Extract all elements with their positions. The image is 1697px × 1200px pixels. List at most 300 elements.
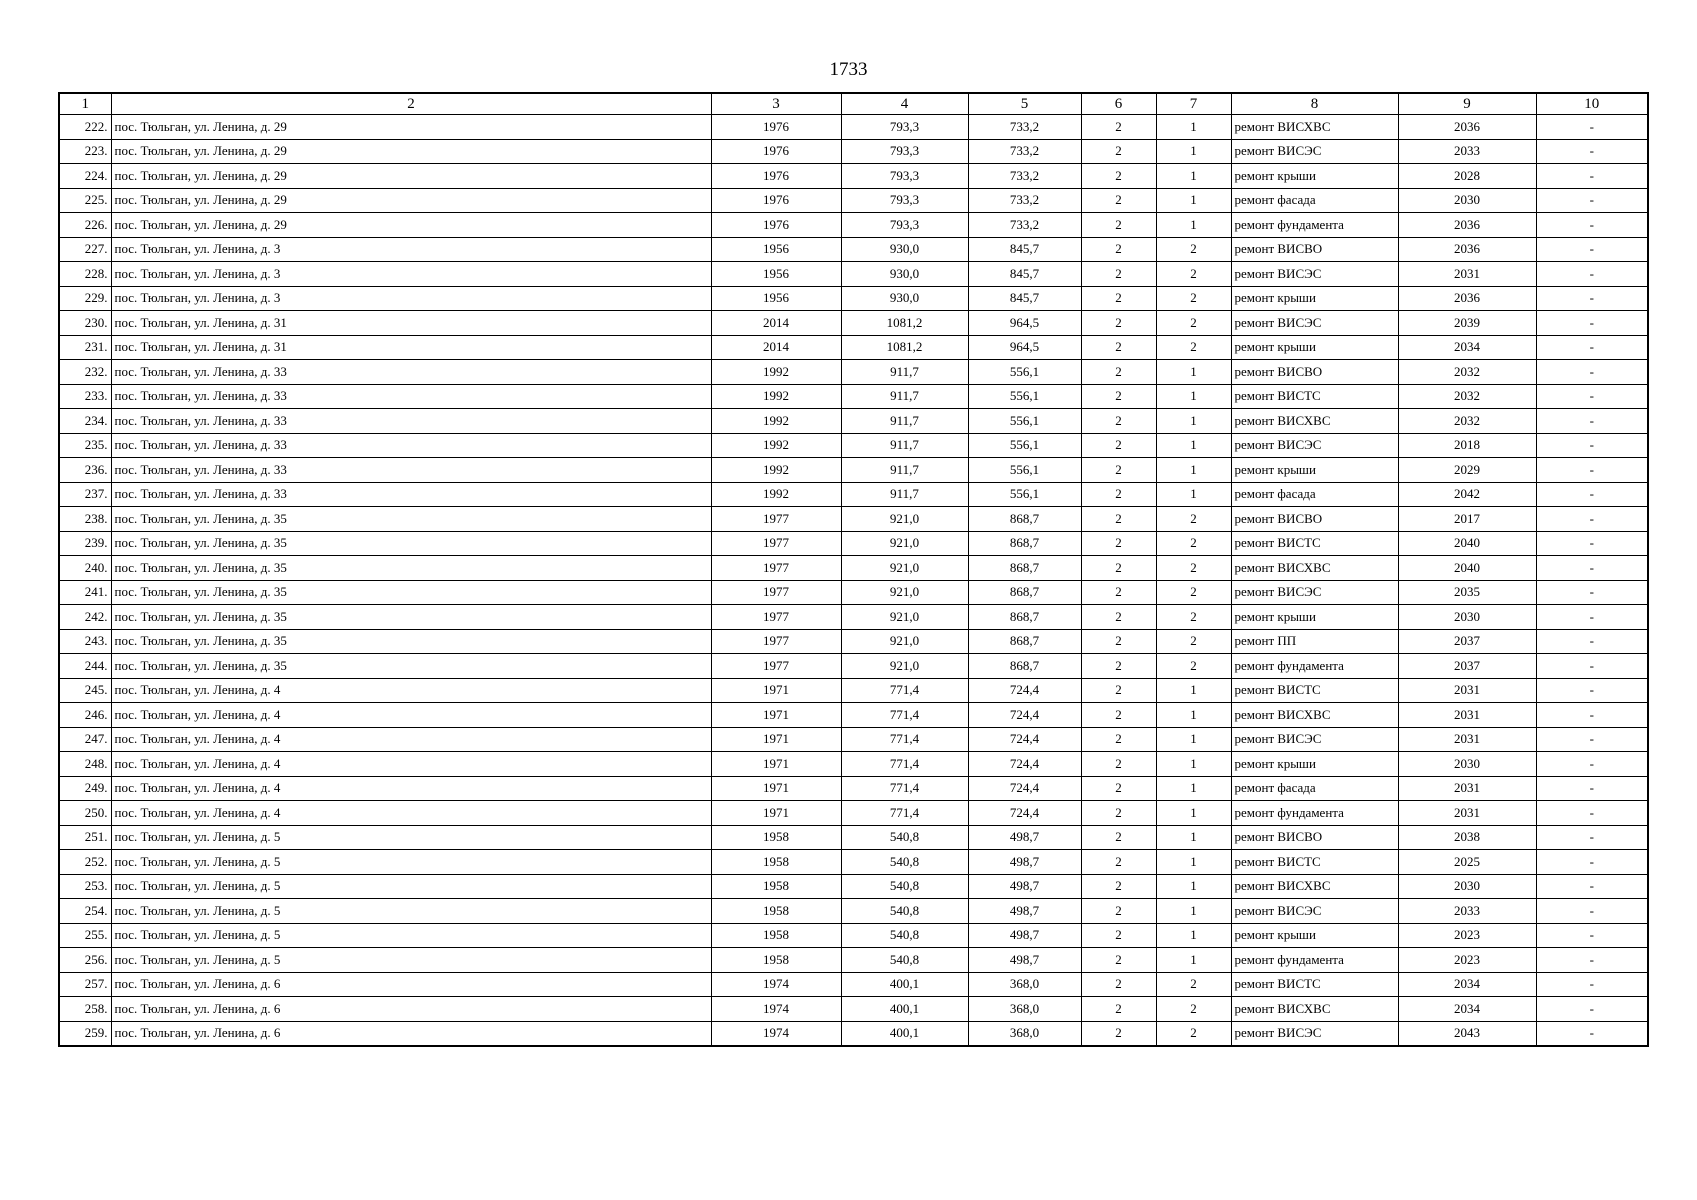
living-area-cell: 368,0 [968, 997, 1081, 1022]
table-row [59, 507, 1648, 532]
work-type-cell: ремонт ПП [1231, 629, 1398, 654]
address-cell: пос. Тюльган, ул. Ленина, д. 5 [111, 874, 711, 899]
note-cell: - [1536, 605, 1648, 630]
address-cell: пос. Тюльган, ул. Ленина, д. 5 [111, 923, 711, 948]
planned-year-cell: 2034 [1398, 997, 1536, 1022]
living-area-cell: 498,7 [968, 825, 1081, 850]
table-row [59, 458, 1648, 483]
row-number-cell: 235. [59, 433, 111, 458]
entrances-cell: 1 [1156, 188, 1231, 213]
note-cell: - [1536, 262, 1648, 287]
living-area-cell: 868,7 [968, 629, 1081, 654]
note-cell: - [1536, 360, 1648, 385]
table-row [59, 188, 1648, 213]
note-cell: - [1536, 776, 1648, 801]
work-type-cell: ремонт ВИСВО [1231, 237, 1398, 262]
entrances-cell: 2 [1156, 1021, 1231, 1046]
row-number-cell: 244. [59, 654, 111, 679]
address-cell: пос. Тюльган, ул. Ленина, д. 33 [111, 482, 711, 507]
work-type-cell: ремонт ВИСТС [1231, 972, 1398, 997]
row-number-cell: 227. [59, 237, 111, 262]
total-area-cell: 921,0 [841, 580, 968, 605]
address-cell: пос. Тюльган, ул. Ленина, д. 35 [111, 580, 711, 605]
floors-cell: 2 [1081, 311, 1156, 336]
table-row [59, 776, 1648, 801]
entrances-cell: 1 [1156, 213, 1231, 238]
entrances-cell: 1 [1156, 482, 1231, 507]
planned-year-cell: 2029 [1398, 458, 1536, 483]
address-cell: пос. Тюльган, ул. Ленина, д. 4 [111, 801, 711, 826]
planned-year-cell: 2023 [1398, 948, 1536, 973]
address-cell: пос. Тюльган, ул. Ленина, д. 4 [111, 752, 711, 777]
living-area-cell: 724,4 [968, 801, 1081, 826]
year-built-cell: 1977 [711, 605, 841, 630]
floors-cell: 2 [1081, 703, 1156, 728]
total-area-cell: 1081,2 [841, 335, 968, 360]
address-cell: пос. Тюльган, ул. Ленина, д. 33 [111, 433, 711, 458]
address-cell: пос. Тюльган, ул. Ленина, д. 33 [111, 409, 711, 434]
note-cell: - [1536, 972, 1648, 997]
work-type-cell: ремонт ВИСЭС [1231, 727, 1398, 752]
address-cell: пос. Тюльган, ул. Ленина, д. 35 [111, 629, 711, 654]
living-area-cell: 733,2 [968, 139, 1081, 164]
year-built-cell: 1958 [711, 825, 841, 850]
total-area-cell: 793,3 [841, 213, 968, 238]
row-number-cell: 230. [59, 311, 111, 336]
planned-year-cell: 2028 [1398, 164, 1536, 189]
work-type-cell: ремонт ВИСХВС [1231, 115, 1398, 140]
total-area-cell: 911,7 [841, 409, 968, 434]
total-area-cell: 771,4 [841, 727, 968, 752]
entrances-cell: 2 [1156, 580, 1231, 605]
floors-cell: 2 [1081, 115, 1156, 140]
note-cell: - [1536, 188, 1648, 213]
address-cell: пос. Тюльган, ул. Ленина, д. 33 [111, 458, 711, 483]
column-header: 6 [1081, 93, 1156, 115]
table-row [59, 115, 1648, 140]
year-built-cell: 1971 [711, 801, 841, 826]
living-area-cell: 724,4 [968, 776, 1081, 801]
floors-cell: 2 [1081, 188, 1156, 213]
year-built-cell: 1977 [711, 531, 841, 556]
table-row [59, 433, 1648, 458]
address-cell: пос. Тюльган, ул. Ленина, д. 5 [111, 948, 711, 973]
year-built-cell: 1992 [711, 433, 841, 458]
total-area-cell: 911,7 [841, 433, 968, 458]
row-number-cell: 236. [59, 458, 111, 483]
planned-year-cell: 2039 [1398, 311, 1536, 336]
total-area-cell: 540,8 [841, 948, 968, 973]
living-area-cell: 368,0 [968, 972, 1081, 997]
work-type-cell: ремонт крыши [1231, 752, 1398, 777]
total-area-cell: 771,4 [841, 801, 968, 826]
note-cell: - [1536, 948, 1648, 973]
table-row [59, 139, 1648, 164]
total-area-cell: 911,7 [841, 384, 968, 409]
living-area-cell: 733,2 [968, 188, 1081, 213]
entrances-cell: 1 [1156, 458, 1231, 483]
address-cell: пос. Тюльган, ул. Ленина, д. 29 [111, 188, 711, 213]
year-built-cell: 1992 [711, 458, 841, 483]
floors-cell: 2 [1081, 850, 1156, 875]
living-area-cell: 498,7 [968, 850, 1081, 875]
row-number-cell: 234. [59, 409, 111, 434]
planned-year-cell: 2036 [1398, 286, 1536, 311]
year-built-cell: 1976 [711, 115, 841, 140]
address-cell: пос. Тюльган, ул. Ленина, д. 5 [111, 850, 711, 875]
table-row [59, 580, 1648, 605]
total-area-cell: 930,0 [841, 237, 968, 262]
address-cell: пос. Тюльган, ул. Ленина, д. 6 [111, 972, 711, 997]
work-type-cell: ремонт ВИСХВС [1231, 409, 1398, 434]
column-header: 4 [841, 93, 968, 115]
table-row [59, 1021, 1648, 1046]
entrances-cell: 1 [1156, 703, 1231, 728]
note-cell: - [1536, 311, 1648, 336]
note-cell: - [1536, 237, 1648, 262]
total-area-cell: 771,4 [841, 703, 968, 728]
work-type-cell: ремонт ВИСВО [1231, 360, 1398, 385]
note-cell: - [1536, 899, 1648, 924]
entrances-cell: 1 [1156, 409, 1231, 434]
total-area-cell: 771,4 [841, 678, 968, 703]
entrances-cell: 1 [1156, 825, 1231, 850]
column-header: 3 [711, 93, 841, 115]
total-area-cell: 930,0 [841, 286, 968, 311]
entrances-cell: 2 [1156, 531, 1231, 556]
address-cell: пос. Тюльган, ул. Ленина, д. 3 [111, 262, 711, 287]
work-type-cell: ремонт ВИСЭС [1231, 1021, 1398, 1046]
living-area-cell: 724,4 [968, 752, 1081, 777]
entrances-cell: 2 [1156, 507, 1231, 532]
living-area-cell: 556,1 [968, 482, 1081, 507]
table-row [59, 213, 1648, 238]
floors-cell: 2 [1081, 727, 1156, 752]
entrances-cell: 2 [1156, 972, 1231, 997]
year-built-cell: 1992 [711, 384, 841, 409]
floors-cell: 2 [1081, 899, 1156, 924]
year-built-cell: 1956 [711, 237, 841, 262]
note-cell: - [1536, 115, 1648, 140]
column-header: 1 [59, 93, 111, 115]
total-area-cell: 921,0 [841, 605, 968, 630]
total-area-cell: 540,8 [841, 874, 968, 899]
work-type-cell: ремонт ВИСТС [1231, 531, 1398, 556]
planned-year-cell: 2031 [1398, 727, 1536, 752]
total-area-cell: 911,7 [841, 360, 968, 385]
work-type-cell: ремонт ВИСВО [1231, 507, 1398, 532]
entrances-cell: 1 [1156, 899, 1231, 924]
year-built-cell: 1992 [711, 409, 841, 434]
living-area-cell: 498,7 [968, 948, 1081, 973]
planned-year-cell: 2036 [1398, 115, 1536, 140]
work-type-cell: ремонт фундамента [1231, 654, 1398, 679]
note-cell: - [1536, 482, 1648, 507]
note-cell: - [1536, 752, 1648, 777]
row-number-cell: 250. [59, 801, 111, 826]
floors-cell: 2 [1081, 507, 1156, 532]
address-cell: пос. Тюльган, ул. Ленина, д. 6 [111, 1021, 711, 1046]
planned-year-cell: 2030 [1398, 605, 1536, 630]
work-type-cell: ремонт крыши [1231, 335, 1398, 360]
note-cell: - [1536, 580, 1648, 605]
table-row [59, 678, 1648, 703]
planned-year-cell: 2017 [1398, 507, 1536, 532]
planned-year-cell: 2038 [1398, 825, 1536, 850]
work-type-cell: ремонт ВИСВО [1231, 825, 1398, 850]
year-built-cell: 1956 [711, 262, 841, 287]
table-row [59, 286, 1648, 311]
work-type-cell: ремонт ВИСЭС [1231, 433, 1398, 458]
note-cell: - [1536, 213, 1648, 238]
row-number-cell: 228. [59, 262, 111, 287]
address-cell: пос. Тюльган, ул. Ленина, д. 35 [111, 654, 711, 679]
floors-cell: 2 [1081, 1021, 1156, 1046]
note-cell: - [1536, 433, 1648, 458]
entrances-cell: 1 [1156, 360, 1231, 385]
address-cell: пос. Тюльган, ул. Ленина, д. 29 [111, 139, 711, 164]
table-row [59, 948, 1648, 973]
floors-cell: 2 [1081, 654, 1156, 679]
entrances-cell: 1 [1156, 948, 1231, 973]
floors-cell: 2 [1081, 752, 1156, 777]
planned-year-cell: 2040 [1398, 531, 1536, 556]
row-number-cell: 248. [59, 752, 111, 777]
table-row [59, 237, 1648, 262]
table-row [59, 997, 1648, 1022]
row-number-cell: 239. [59, 531, 111, 556]
table-row [59, 556, 1648, 581]
total-area-cell: 921,0 [841, 507, 968, 532]
floors-cell: 2 [1081, 972, 1156, 997]
floors-cell: 2 [1081, 433, 1156, 458]
entrances-cell: 2 [1156, 997, 1231, 1022]
row-number-cell: 243. [59, 629, 111, 654]
address-cell: пос. Тюльган, ул. Ленина, д. 35 [111, 507, 711, 532]
capital-repair-table [58, 92, 1649, 1047]
year-built-cell: 1958 [711, 923, 841, 948]
total-area-cell: 930,0 [841, 262, 968, 287]
living-area-cell: 845,7 [968, 286, 1081, 311]
year-built-cell: 1992 [711, 360, 841, 385]
column-header: 5 [968, 93, 1081, 115]
address-cell: пос. Тюльган, ул. Ленина, д. 31 [111, 311, 711, 336]
entrances-cell: 1 [1156, 776, 1231, 801]
note-cell: - [1536, 139, 1648, 164]
floors-cell: 2 [1081, 458, 1156, 483]
year-built-cell: 1971 [711, 678, 841, 703]
work-type-cell: ремонт ВИСЭС [1231, 262, 1398, 287]
total-area-cell: 921,0 [841, 531, 968, 556]
table-row [59, 531, 1648, 556]
table-row [59, 752, 1648, 777]
address-cell: пос. Тюльган, ул. Ленина, д. 6 [111, 997, 711, 1022]
living-area-cell: 964,5 [968, 335, 1081, 360]
note-cell: - [1536, 703, 1648, 728]
floors-cell: 2 [1081, 531, 1156, 556]
work-type-cell: ремонт ВИСХВС [1231, 874, 1398, 899]
entrances-cell: 1 [1156, 384, 1231, 409]
entrances-cell: 1 [1156, 801, 1231, 826]
table-row [59, 482, 1648, 507]
floors-cell: 2 [1081, 482, 1156, 507]
work-type-cell: ремонт фундамента [1231, 801, 1398, 826]
work-type-cell: ремонт крыши [1231, 286, 1398, 311]
year-built-cell: 1958 [711, 874, 841, 899]
work-type-cell: ремонт ВИСТС [1231, 678, 1398, 703]
table-row [59, 923, 1648, 948]
entrances-cell: 2 [1156, 286, 1231, 311]
row-number-cell: 251. [59, 825, 111, 850]
floors-cell: 2 [1081, 335, 1156, 360]
work-type-cell: ремонт ВИСТС [1231, 850, 1398, 875]
table-row [59, 360, 1648, 385]
table-row [59, 311, 1648, 336]
row-number-cell: 258. [59, 997, 111, 1022]
row-number-cell: 253. [59, 874, 111, 899]
year-built-cell: 1976 [711, 188, 841, 213]
floors-cell: 2 [1081, 262, 1156, 287]
address-cell: пос. Тюльган, ул. Ленина, д. 35 [111, 531, 711, 556]
total-area-cell: 793,3 [841, 139, 968, 164]
floors-cell: 2 [1081, 629, 1156, 654]
year-built-cell: 1977 [711, 580, 841, 605]
row-number-cell: 240. [59, 556, 111, 581]
floors-cell: 2 [1081, 384, 1156, 409]
note-cell: - [1536, 164, 1648, 189]
entrances-cell: 1 [1156, 678, 1231, 703]
planned-year-cell: 2031 [1398, 262, 1536, 287]
address-cell: пос. Тюльган, ул. Ленина, д. 35 [111, 605, 711, 630]
floors-cell: 2 [1081, 213, 1156, 238]
year-built-cell: 1977 [711, 556, 841, 581]
address-cell: пос. Тюльган, ул. Ленина, д. 4 [111, 776, 711, 801]
living-area-cell: 724,4 [968, 703, 1081, 728]
row-number-cell: 232. [59, 360, 111, 385]
planned-year-cell: 2018 [1398, 433, 1536, 458]
year-built-cell: 1974 [711, 972, 841, 997]
row-number-cell: 256. [59, 948, 111, 973]
year-built-cell: 1956 [711, 286, 841, 311]
year-built-cell: 1976 [711, 213, 841, 238]
floors-cell: 2 [1081, 237, 1156, 262]
note-cell: - [1536, 801, 1648, 826]
year-built-cell: 1976 [711, 164, 841, 189]
planned-year-cell: 2032 [1398, 360, 1536, 385]
year-built-cell: 1974 [711, 997, 841, 1022]
year-built-cell: 1958 [711, 899, 841, 924]
work-type-cell: ремонт крыши [1231, 605, 1398, 630]
work-type-cell: ремонт ВИСЭС [1231, 139, 1398, 164]
entrances-cell: 2 [1156, 311, 1231, 336]
address-cell: пос. Тюльган, ул. Ленина, д. 33 [111, 384, 711, 409]
planned-year-cell: 2036 [1398, 213, 1536, 238]
table-row [59, 384, 1648, 409]
planned-year-cell: 2030 [1398, 752, 1536, 777]
row-number-cell: 233. [59, 384, 111, 409]
table-row [59, 801, 1648, 826]
entrances-cell: 1 [1156, 874, 1231, 899]
planned-year-cell: 2023 [1398, 923, 1536, 948]
floors-cell: 2 [1081, 825, 1156, 850]
year-built-cell: 2014 [711, 335, 841, 360]
note-cell: - [1536, 1021, 1648, 1046]
planned-year-cell: 2037 [1398, 629, 1536, 654]
total-area-cell: 400,1 [841, 997, 968, 1022]
row-number-cell: 242. [59, 605, 111, 630]
living-area-cell: 498,7 [968, 899, 1081, 924]
address-cell: пос. Тюльган, ул. Ленина, д. 33 [111, 360, 711, 385]
year-built-cell: 1971 [711, 703, 841, 728]
row-number-cell: 229. [59, 286, 111, 311]
living-area-cell: 556,1 [968, 409, 1081, 434]
total-area-cell: 911,7 [841, 458, 968, 483]
planned-year-cell: 2031 [1398, 703, 1536, 728]
floors-cell: 2 [1081, 139, 1156, 164]
floors-cell: 2 [1081, 776, 1156, 801]
entrances-cell: 2 [1156, 629, 1231, 654]
planned-year-cell: 2032 [1398, 384, 1536, 409]
address-cell: пос. Тюльган, ул. Ленина, д. 29 [111, 164, 711, 189]
row-number-cell: 223. [59, 139, 111, 164]
year-built-cell: 1971 [711, 727, 841, 752]
note-cell: - [1536, 850, 1648, 875]
note-cell: - [1536, 997, 1648, 1022]
entrances-cell: 1 [1156, 850, 1231, 875]
living-area-cell: 845,7 [968, 237, 1081, 262]
entrances-cell: 2 [1156, 556, 1231, 581]
total-area-cell: 793,3 [841, 164, 968, 189]
row-number-cell: 231. [59, 335, 111, 360]
living-area-cell: 724,4 [968, 678, 1081, 703]
table-row [59, 629, 1648, 654]
row-number-cell: 245. [59, 678, 111, 703]
entrances-cell: 2 [1156, 654, 1231, 679]
floors-cell: 2 [1081, 605, 1156, 630]
address-cell: пос. Тюльган, ул. Ленина, д. 5 [111, 825, 711, 850]
planned-year-cell: 2034 [1398, 972, 1536, 997]
floors-cell: 2 [1081, 164, 1156, 189]
note-cell: - [1536, 458, 1648, 483]
total-area-cell: 1081,2 [841, 311, 968, 336]
living-area-cell: 733,2 [968, 213, 1081, 238]
page-number: 1733 [829, 59, 868, 80]
note-cell: - [1536, 409, 1648, 434]
planned-year-cell: 2031 [1398, 776, 1536, 801]
floors-cell: 2 [1081, 409, 1156, 434]
column-header: 7 [1156, 93, 1231, 115]
living-area-cell: 845,7 [968, 262, 1081, 287]
note-cell: - [1536, 556, 1648, 581]
address-cell: пос. Тюльган, ул. Ленина, д. 29 [111, 115, 711, 140]
entrances-cell: 2 [1156, 335, 1231, 360]
planned-year-cell: 2032 [1398, 409, 1536, 434]
note-cell: - [1536, 727, 1648, 752]
work-type-cell: ремонт крыши [1231, 164, 1398, 189]
table-row [59, 262, 1648, 287]
total-area-cell: 911,7 [841, 482, 968, 507]
living-area-cell: 498,7 [968, 923, 1081, 948]
total-area-cell: 540,8 [841, 899, 968, 924]
row-number-cell: 252. [59, 850, 111, 875]
table-row [59, 850, 1648, 875]
table-row [59, 654, 1648, 679]
planned-year-cell: 2036 [1398, 237, 1536, 262]
address-cell: пос. Тюльган, ул. Ленина, д. 4 [111, 678, 711, 703]
address-cell: пос. Тюльган, ул. Ленина, д. 4 [111, 727, 711, 752]
address-cell: пос. Тюльган, ул. Ленина, д. 4 [111, 703, 711, 728]
living-area-cell: 498,7 [968, 874, 1081, 899]
